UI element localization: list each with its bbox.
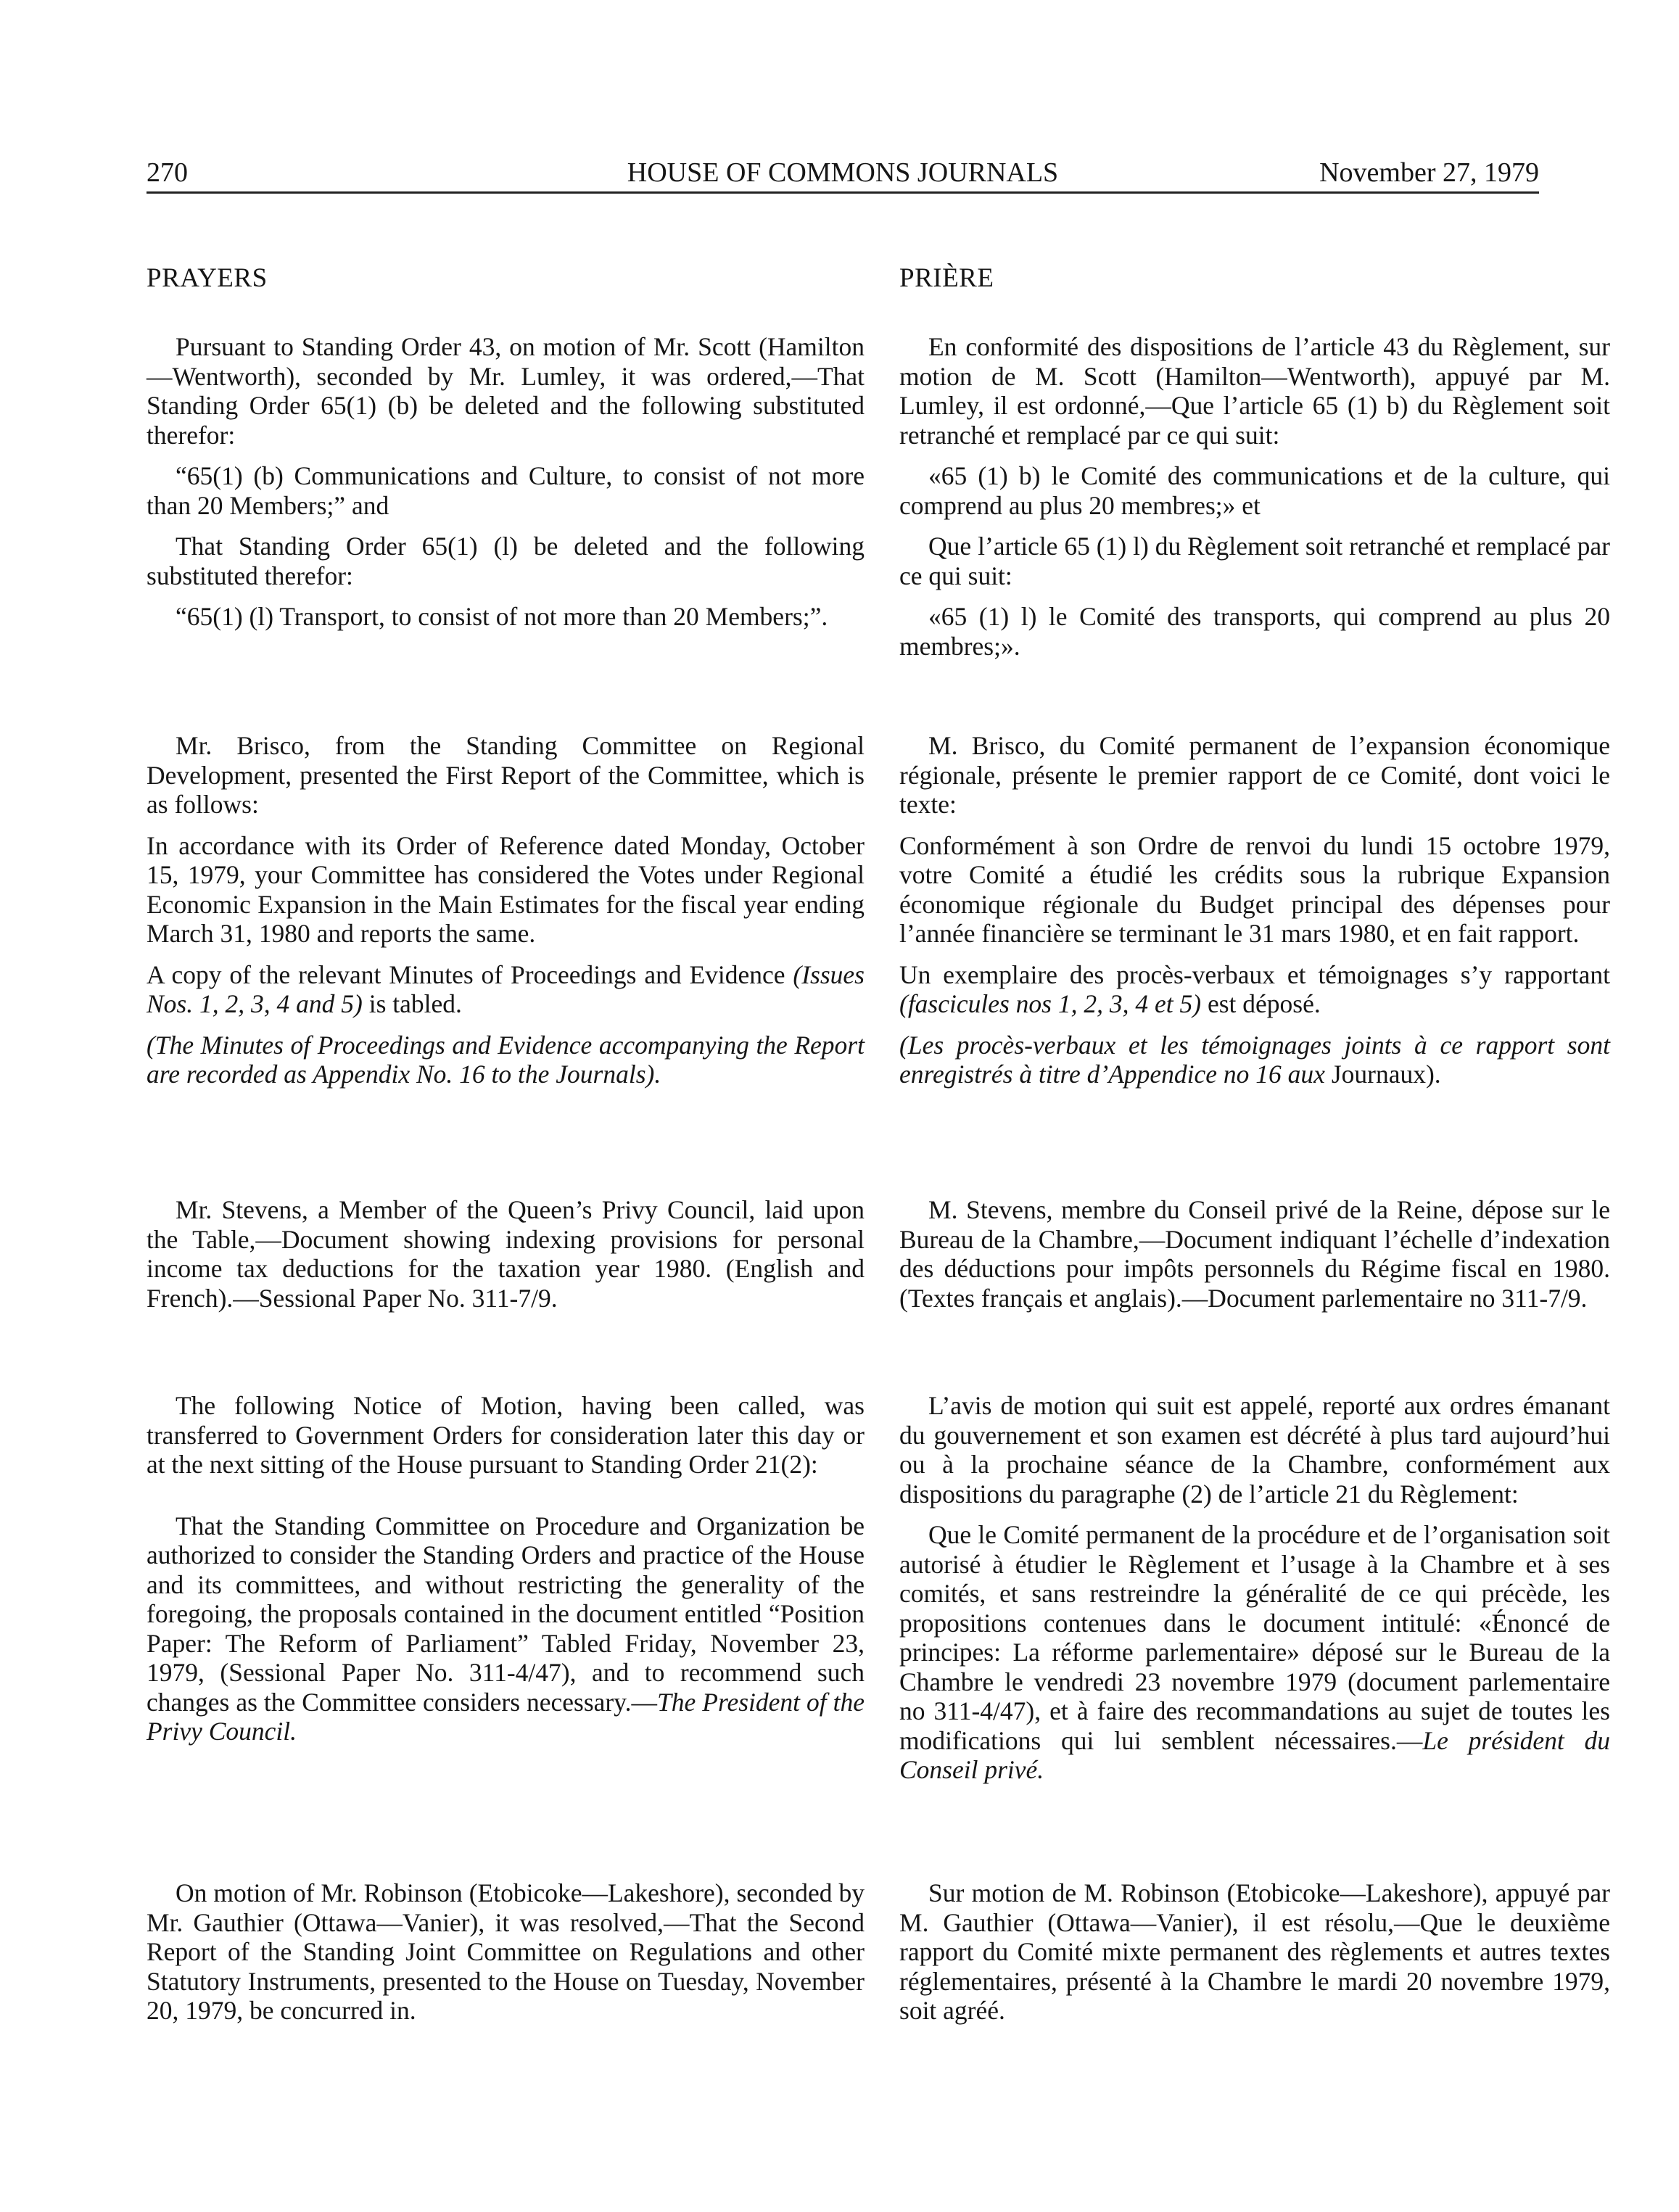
appendix-text: (Les procès-verbaux et les témoignages joints à ce rapport sont enregistrés à titre d’Appendice no 16 aux bbox=[899, 1030, 1610, 1089]
appendix-note bbox=[147, 1031, 865, 1089]
motion-signature: Le président du Conseil privé. bbox=[899, 1725, 1610, 1784]
appendix-note bbox=[899, 1031, 1610, 1089]
page-number: 270 bbox=[147, 157, 188, 188]
copy-text: A copy of the relevant Minutes of Proceedings and Evidence bbox=[147, 960, 785, 989]
standing-order-section-fr bbox=[899, 332, 1610, 672]
paragraph bbox=[899, 960, 1610, 1019]
notice-section-fr bbox=[899, 1391, 1610, 1796]
issues-reference: (Issues Nos. 1, 2, 3, 4 and 5) bbox=[147, 960, 865, 1018]
paragraph: On motion of Mr. Robinson (Etobicoke—Lakeshore), seconded by Mr. Gauthier (Ottawa—Vanier), it was resolved,—That the Second Report of the Standing Joint Committee on Regulations and other Statutory Instruments, presented to the House on Tuesday, November 20, 1979, be concurred in. bbox=[147, 1878, 865, 2025]
paragraph: The following Notice of Motion, having been called, was transferred to Government Orders for consideration later this day or at the next sitting of the House pursuant to Standing Order 21(2): bbox=[147, 1391, 865, 1479]
issues-reference: (fascicules nos 1, 2, 3, 4 et 5) bbox=[899, 989, 1202, 1018]
motion-text: That the Standing Committee on Procedure and Organization be authorized to consider the Standing Orders and practice of the House and its committees, and without restricting the generality of the foregoing, the proposals contained in the document entitled “Position Paper: The Reform of Parliament” Tabled Friday, November 23, 1979, (Sessional Paper No. 311-4/47), and to recommend such changes as the Committee considers necessary.—The President of the Privy Council. bbox=[147, 1511, 865, 1746]
motion-signature: The President of the Privy Council. bbox=[147, 1687, 865, 1746]
stevens-section-fr bbox=[899, 1195, 1610, 1324]
paragraph: Pursuant to Standing Order 43, on motion of Mr. Scott (Hamilton—Wentworth), seconded by Mr. Lumley, it was ordered,—That Standing Order 65(1) (b) be deleted and the following substituted therefor: bbox=[147, 332, 865, 450]
paragraph: L’avis de motion qui suit est appelé, reporté aux ordres émanant du gouvernement et son examen est décrété à plus tard aujourd’hui ou à la prochaine séance de la Chambre, conformément aux dispositions du paragraphe (2) de l’article 21 du Règlement: bbox=[899, 1391, 1610, 1509]
paragraph: M. Brisco, du Comité permanent de l’expansion économique régionale, présente le premier rapport de ce Comité, dont voici le texte: bbox=[899, 731, 1610, 819]
journal-title: HOUSE OF COMMONS JOURNALS bbox=[627, 157, 1059, 188]
prayers-section-en bbox=[147, 263, 865, 306]
journal-date: November 27, 1979 bbox=[1319, 157, 1539, 188]
paragraph: Sur motion de M. Robinson (Etobicoke—Lakeshore), appuyé par M. Gauthier (Ottawa—Vanier), il est résolu,—Que le deuxième rapport du Comité mixte permanent des règlements et autres textes réglementaires, présenté à la Chambre le mardi 20 novembre 1979, soit agréé. bbox=[899, 1878, 1610, 2025]
stevens-section-en bbox=[147, 1195, 865, 1324]
header-rule bbox=[147, 191, 1539, 194]
motion-text: Que le Comité permanent de la procédure et de l’organisation soit autorisé à étudier le Règlement et l’usage à la Chambre et à ses comités, et sans restreindre la généralité de ce qui précède, les propositions contenues dans le document intitulé: «Énoncé de principes: La réforme parlementaire» déposé sur le Bureau de la Chambre le vendredi 23 novembre 1979 (document parlementaire no 311-4/47), et à faire des recommandations au sujet de toutes les modifications qui lui semblent nécessaires.—Le président du Conseil privé. bbox=[899, 1520, 1610, 1784]
brisco-section-fr bbox=[899, 731, 1610, 1101]
quoted-order: “65(1) (l) Transport, to consist of not more than 20 Members;”. bbox=[176, 602, 828, 631]
quoted-order: “65(1) (b) Communications and Culture, to consist of not more than 20 Members;” and bbox=[147, 461, 865, 520]
standing-order-section-en bbox=[147, 332, 865, 643]
paragraph: Mr. Stevens, a Member of the Queen’s Privy Council, laid upon the Table,—Document showing indexing provisions for personal income tax deductions for the taxation year 1980. (English and French).—Sessional Paper No. 311-7/9. bbox=[147, 1195, 865, 1313]
section-heading: PRIÈRE bbox=[899, 263, 994, 293]
paragraph: Que l’article 65 (1) l) du Règlement soit retranché et remplacé par ce qui suit: bbox=[899, 532, 1610, 590]
copy-end: is tabled. bbox=[368, 989, 462, 1018]
quoted-order: «65 (1) l) le Comité des transports, qui comprend au plus 20 membres;». bbox=[899, 602, 1610, 661]
paragraph: That Standing Order 65(1) (l) be deleted and the following substituted therefor: bbox=[147, 532, 865, 590]
running-head bbox=[147, 154, 1539, 191]
section-heading: PRAYERS bbox=[147, 263, 268, 293]
paragraph: Mr. Brisco, from the Standing Committee on Regional Development, presented the First Report of the Committee, which is as follows: bbox=[147, 731, 865, 819]
paragraph: M. Stevens, membre du Conseil privé de la Reine, dépose sur le Bureau de la Chambre,—Document indiquant l’échelle d’indexation des déductions pour impôts personnels du Régime fiscal en 1980. (Textes français et anglais).—Document parlementaire no 311-7/9. bbox=[899, 1195, 1610, 1313]
appendix-end: Journaux). bbox=[1331, 1060, 1441, 1089]
report-text: Conformément à son Ordre de renvoi du lundi 15 octobre 1979, votre Comité a étudié les crédits sous la rubrique Expansion économique régionale du Budget principal des dépenses pour l’année financière se terminant le 31 mars 1980, et en fait rapport. bbox=[899, 830, 1610, 948]
copy-text: Un exemplaire des procès-verbaux et témoignages s’y rapportant bbox=[899, 960, 1610, 989]
brisco-section-en bbox=[147, 731, 865, 1101]
prayers-section-fr bbox=[899, 263, 1610, 306]
report-text: In accordance with its Order of Reference dated Monday, October 15, 1979, your Committee has considered the Votes under Regional Economic Expansion in the Main Estimates for the fiscal year ending March 31, 1980 and reports the same. bbox=[147, 830, 865, 948]
appendix-text: (The Minutes of Proceedings and Evidence accompanying the Report are recorded as Appendix No. 16 to the Journals). bbox=[147, 1030, 865, 1089]
quoted-order: «65 (1) b) le Comité des communications et de la culture, qui comprend au plus 20 membres;» et bbox=[899, 461, 1610, 520]
paragraph bbox=[147, 960, 865, 1019]
paragraph: En conformité des dispositions de l’article 43 du Règlement, sur motion de M. Scott (Hamilton—Wentworth), appuyé par M. Lumley, il est ordonné,—Que l’article 65 (1) b) du Règlement soit retranché et remplacé par ce qui suit: bbox=[899, 332, 1610, 450]
robinson-section-en bbox=[147, 1878, 865, 2037]
robinson-section-fr bbox=[899, 1878, 1610, 2037]
notice-section-en bbox=[147, 1391, 865, 1758]
copy-end: est déposé. bbox=[1207, 989, 1321, 1018]
